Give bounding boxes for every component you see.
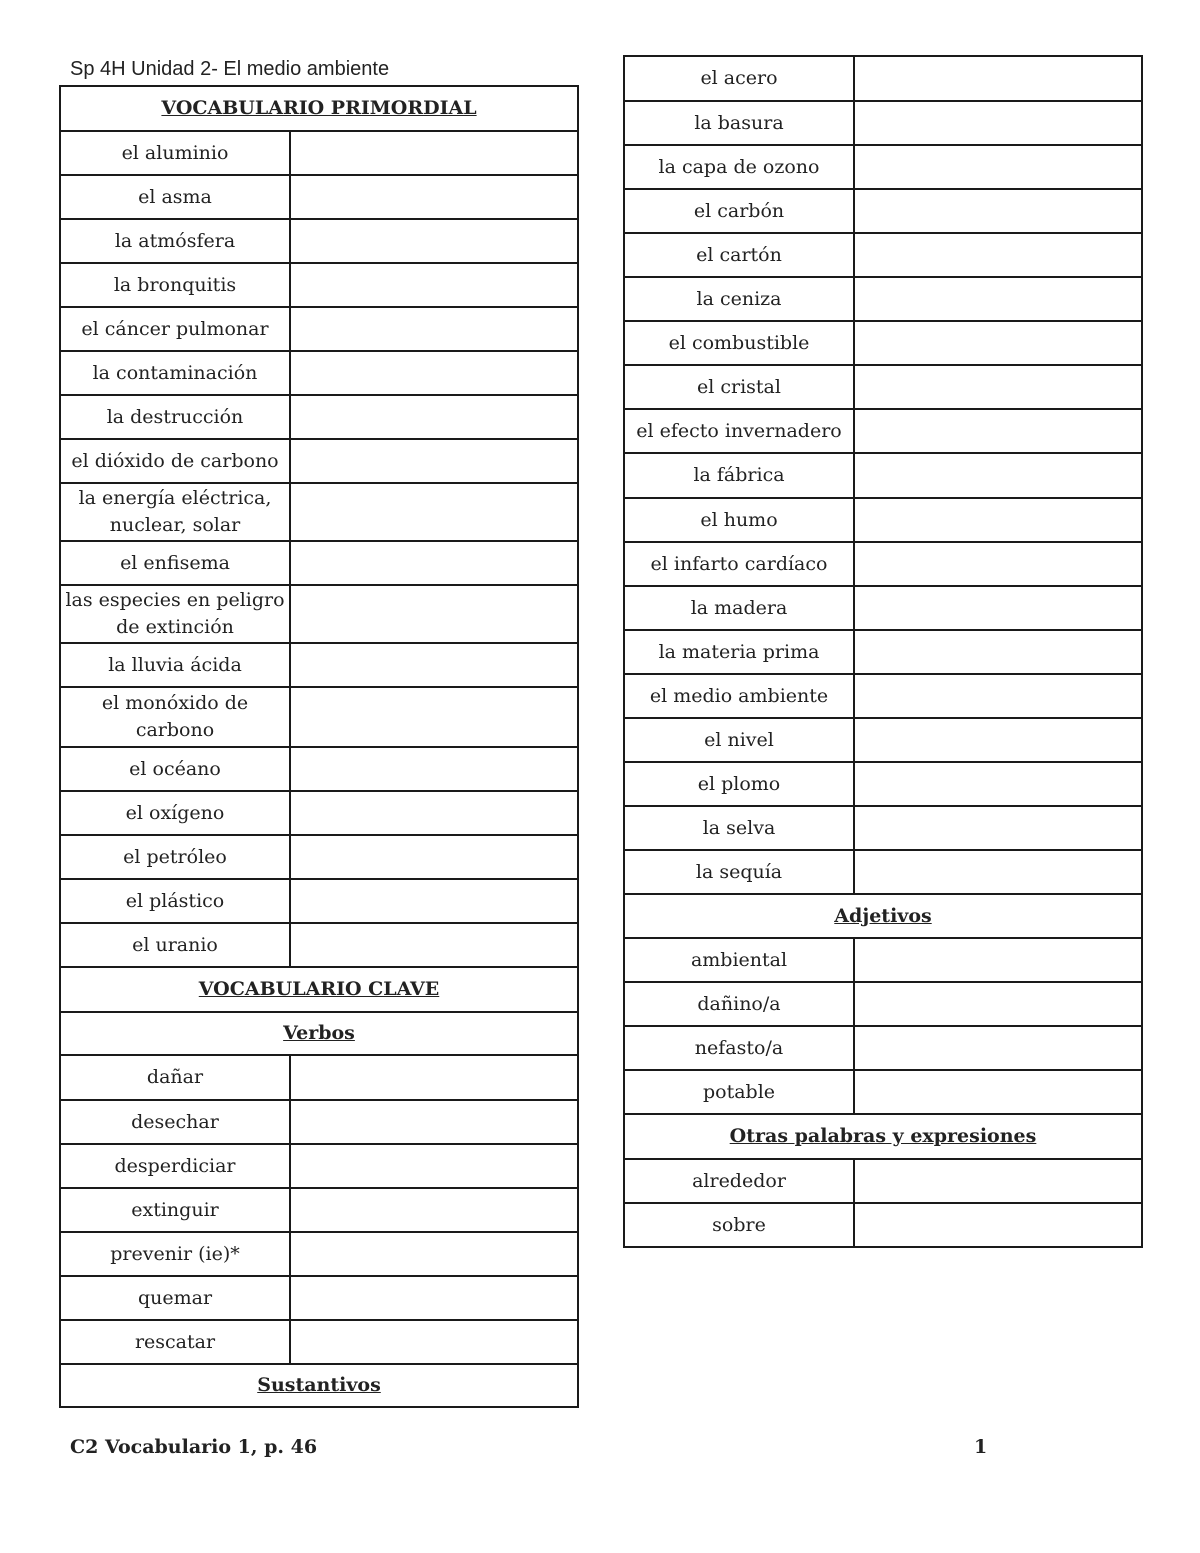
vocab-row — [60, 1188, 578, 1232]
vocab-term: el plomo — [624, 762, 854, 806]
vocab-term: el efecto invernadero — [624, 409, 854, 453]
definition-blank[interactable] — [854, 321, 1142, 365]
vocab-term: la fábrica — [624, 453, 854, 498]
vocab-row — [624, 938, 1142, 982]
vocab-row — [624, 321, 1142, 365]
definition-blank[interactable] — [290, 1144, 578, 1188]
definition-blank[interactable] — [854, 233, 1142, 277]
section-header-row — [60, 1012, 578, 1055]
vocab-term: dañino/a — [624, 982, 854, 1026]
definition-blank[interactable] — [290, 1320, 578, 1364]
footer-reference: C2 Vocabulario 1, p. 46 — [70, 1436, 318, 1458]
definition-blank[interactable] — [854, 453, 1142, 498]
vocab-term: nefasto/a — [624, 1026, 854, 1070]
vocab-term: desperdiciar — [60, 1144, 290, 1188]
vocab-term: la atmósfera — [60, 219, 290, 263]
vocab-term: la destrucción — [60, 395, 290, 439]
definition-blank[interactable] — [290, 791, 578, 835]
vocab-row — [60, 219, 578, 263]
vocab-row — [60, 307, 578, 351]
definition-blank[interactable] — [854, 850, 1142, 894]
vocab-row — [60, 1276, 578, 1320]
vocab-term: la lluvia ácida — [60, 643, 290, 687]
vocab-term: desechar — [60, 1100, 290, 1144]
vocab-term: el cartón — [624, 233, 854, 277]
vocab-term: las especies en peligro de extinción — [60, 585, 290, 643]
vocab-term: el plástico — [60, 879, 290, 923]
vocab-row — [624, 277, 1142, 321]
vocab-term: la contaminación — [60, 351, 290, 395]
vocab-row — [624, 101, 1142, 145]
vocab-term: alrededor — [624, 1159, 854, 1203]
vocab-term: el acero — [624, 56, 854, 101]
vocab-row — [60, 923, 578, 967]
definition-blank[interactable] — [854, 586, 1142, 630]
vocab-term: sobre — [624, 1203, 854, 1247]
definition-blank[interactable] — [290, 1188, 578, 1232]
definition-blank[interactable] — [290, 923, 578, 967]
definition-blank[interactable] — [854, 806, 1142, 850]
vocab-term: el infarto cardíaco — [624, 542, 854, 586]
definition-blank[interactable] — [854, 542, 1142, 586]
vocab-term: el cáncer pulmonar — [60, 307, 290, 351]
vocab-row — [60, 747, 578, 791]
vocab-row — [60, 131, 578, 175]
vocab-row — [624, 630, 1142, 674]
definition-blank[interactable] — [290, 643, 578, 687]
vocab-term: rescatar — [60, 1320, 290, 1364]
definition-blank[interactable] — [290, 483, 578, 541]
vocab-term: la bronquitis — [60, 263, 290, 307]
definition-blank[interactable] — [290, 687, 578, 747]
vocab-term: la energía eléctrica, nuclear, solar — [60, 483, 290, 541]
definition-blank[interactable] — [854, 718, 1142, 762]
section-header: Adjetivos — [624, 894, 1142, 938]
vocab-row — [60, 791, 578, 835]
definition-blank[interactable] — [290, 131, 578, 175]
vocab-term: el humo — [624, 498, 854, 542]
definition-blank[interactable] — [290, 1276, 578, 1320]
definition-blank[interactable] — [854, 982, 1142, 1026]
vocab-term: el enfisema — [60, 541, 290, 585]
definition-blank[interactable] — [854, 145, 1142, 189]
definition-blank[interactable] — [854, 1203, 1142, 1247]
vocab-row — [624, 762, 1142, 806]
vocab-row — [624, 982, 1142, 1026]
definition-blank[interactable] — [854, 409, 1142, 453]
vocab-row — [60, 835, 578, 879]
vocab-row — [624, 233, 1142, 277]
definition-blank[interactable] — [854, 189, 1142, 233]
definition-blank[interactable] — [854, 1159, 1142, 1203]
vocab-row — [60, 1232, 578, 1276]
page-number: 1 — [974, 1436, 988, 1458]
vocab-term: el océano — [60, 747, 290, 791]
vocab-row — [60, 483, 578, 541]
definition-blank[interactable] — [854, 1070, 1142, 1114]
vocab-row — [60, 643, 578, 687]
vocab-row — [624, 542, 1142, 586]
page-title: Sp 4H Unidad 2- El medio ambiente — [70, 58, 390, 80]
definition-blank[interactable] — [854, 365, 1142, 409]
vocab-term: quemar — [60, 1276, 290, 1320]
definition-blank[interactable] — [290, 175, 578, 219]
definition-blank[interactable] — [854, 101, 1142, 145]
vocab-term: el carbón — [624, 189, 854, 233]
definition-blank[interactable] — [290, 1055, 578, 1100]
vocab-term: el medio ambiente — [624, 674, 854, 718]
section-header: Sustantivos — [60, 1364, 578, 1407]
definition-blank[interactable] — [290, 307, 578, 351]
vocab-row — [60, 351, 578, 395]
definition-blank[interactable] — [854, 1026, 1142, 1070]
vocab-row — [624, 586, 1142, 630]
vocab-term: la capa de ozono — [624, 145, 854, 189]
vocab-term: el uranio — [60, 923, 290, 967]
vocab-row — [624, 453, 1142, 498]
section-header-row — [624, 1114, 1142, 1159]
definition-blank[interactable] — [854, 762, 1142, 806]
vocab-row — [60, 1100, 578, 1144]
vocab-term: el nivel — [624, 718, 854, 762]
vocab-row — [60, 541, 578, 585]
vocab-term: dañar — [60, 1055, 290, 1100]
vocab-row — [624, 189, 1142, 233]
definition-blank[interactable] — [290, 263, 578, 307]
definition-blank[interactable] — [290, 835, 578, 879]
definition-blank[interactable] — [854, 498, 1142, 542]
definition-blank[interactable] — [290, 747, 578, 791]
vocab-row — [60, 1055, 578, 1100]
definition-blank[interactable] — [290, 585, 578, 643]
vocab-row — [624, 1070, 1142, 1114]
vocab-term: el monóxido de carbono — [60, 687, 290, 747]
vocab-term: potable — [624, 1070, 854, 1114]
vocab-term: la madera — [624, 586, 854, 630]
vocab-term: el oxígeno — [60, 791, 290, 835]
definition-blank[interactable] — [290, 439, 578, 483]
vocab-row — [60, 395, 578, 439]
definition-blank[interactable] — [854, 56, 1142, 101]
vocab-term: el petróleo — [60, 835, 290, 879]
vocab-term: el dióxido de carbono — [60, 439, 290, 483]
section-header: Verbos — [60, 1012, 578, 1055]
vocab-row — [624, 409, 1142, 453]
section-header-row — [60, 86, 578, 131]
vocab-row — [624, 850, 1142, 894]
vocab-row — [60, 175, 578, 219]
vocab-row — [624, 1203, 1142, 1247]
vocab-term: el combustible — [624, 321, 854, 365]
vocab-term: la materia prima — [624, 630, 854, 674]
vocab-row — [60, 585, 578, 643]
vocab-row — [60, 263, 578, 307]
vocab-term: la selva — [624, 806, 854, 850]
vocab-row — [60, 1320, 578, 1364]
definition-blank[interactable] — [290, 1100, 578, 1144]
definition-blank[interactable] — [290, 879, 578, 923]
vocab-term: la sequía — [624, 850, 854, 894]
section-header-row — [624, 894, 1142, 938]
section-header: Otras palabras y expresiones — [624, 1114, 1142, 1159]
vocab-term: el aluminio — [60, 131, 290, 175]
left-vocab-table — [59, 85, 579, 1408]
vocab-row — [60, 879, 578, 923]
vocab-row — [624, 674, 1142, 718]
section-header: VOCABULARIO CLAVE — [60, 967, 578, 1012]
vocab-term: prevenir (ie)* — [60, 1232, 290, 1276]
vocab-row — [624, 1159, 1142, 1203]
definition-blank[interactable] — [854, 277, 1142, 321]
vocab-row — [624, 498, 1142, 542]
vocab-term: la basura — [624, 101, 854, 145]
vocab-row — [624, 806, 1142, 850]
vocab-term: la ceniza — [624, 277, 854, 321]
section-header: VOCABULARIO PRIMORDIAL — [60, 86, 578, 131]
definition-blank[interactable] — [290, 1232, 578, 1276]
vocab-term: ambiental — [624, 938, 854, 982]
section-header-row — [60, 967, 578, 1012]
vocab-term: el asma — [60, 175, 290, 219]
vocab-row — [60, 687, 578, 747]
vocab-term: el cristal — [624, 365, 854, 409]
vocab-row — [624, 365, 1142, 409]
definition-blank[interactable] — [290, 351, 578, 395]
vocab-row — [60, 439, 578, 483]
definition-blank[interactable] — [854, 674, 1142, 718]
vocab-row — [624, 145, 1142, 189]
definition-blank[interactable] — [854, 630, 1142, 674]
vocab-row — [60, 1144, 578, 1188]
vocab-row — [624, 718, 1142, 762]
vocab-row — [624, 56, 1142, 101]
definition-blank[interactable] — [290, 219, 578, 263]
vocab-term: extinguir — [60, 1188, 290, 1232]
definition-blank[interactable] — [854, 938, 1142, 982]
right-vocab-table — [623, 55, 1143, 1248]
definition-blank[interactable] — [290, 395, 578, 439]
definition-blank[interactable] — [290, 541, 578, 585]
section-header-row — [60, 1364, 578, 1407]
vocab-row — [624, 1026, 1142, 1070]
